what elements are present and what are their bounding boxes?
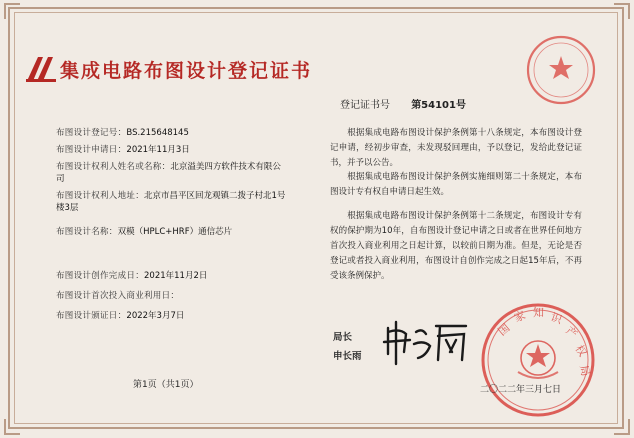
page-number: 第1页（共1页） [133, 380, 199, 390]
svg-text:权: 权 [572, 342, 590, 359]
field-application-date [56, 144, 296, 156]
field-value: 北京溢美四方软件技术有限公司 [56, 162, 281, 184]
director-block [333, 328, 362, 366]
field-owner-name [56, 161, 288, 185]
certificate-number-label: 登记证书号 [340, 100, 390, 111]
field-owner-address [56, 190, 288, 214]
paragraph-text: 根据集成电路布图设计保护条例实施细则第二十条规定，本布图设计专有权自申请日起生效。 [330, 172, 582, 197]
paragraph-registration [330, 126, 582, 171]
paragraph-text: 根据集成电路布图设计保护条例第十二条规定，布图设计专有权的保护期为10年，自布图设计登记申请之日或者在世界任何地方首次投入商业利用之日起计算，以较前日期为准。但是，无论是否登记或者投入商业利用，布图设计自创作完成之日起15年后，不再受该条例保护。 [330, 211, 582, 281]
field-value: 2021年11月2日 [144, 271, 208, 281]
field-key: 布图设计权利人地址： [56, 191, 145, 201]
director-title: 局长 [333, 332, 353, 343]
certificate-title: 集成电路布图设计登记证书 [60, 60, 313, 82]
field-creation-date [56, 270, 296, 282]
director-name: 申长雨 [333, 351, 362, 362]
field-key: 布图设计权利人姓名或名称： [56, 162, 171, 172]
certificate-number [340, 96, 466, 111]
svg-text:知: 知 [533, 306, 544, 319]
design-fields [56, 127, 296, 327]
field-value: BS.215648145 [126, 128, 189, 138]
svg-text:局: 局 [577, 363, 593, 378]
ip-office-logo-icon [24, 53, 58, 85]
field-key: 布图设计申请日： [56, 145, 127, 155]
svg-text:国: 国 [495, 321, 513, 339]
field-commercial-date [56, 290, 296, 302]
paragraph-text: 根据集成电路布图设计保护条例第十八条规定，本布图设计登记申请，经初步审查，未发现驳回理由，予以登记，发给此登记证书，并予以公告。 [330, 128, 582, 168]
field-issue-date [56, 310, 296, 322]
field-value: 2021年11月3日 [126, 145, 190, 155]
field-value: 2022年3月7日 [126, 311, 185, 321]
field-key: 布图设计名称： [56, 227, 118, 237]
paragraph-protection [330, 209, 582, 284]
field-key: 布图设计首次投入商业利用日： [56, 291, 180, 301]
field-key: 布图设计登记号： [56, 128, 127, 138]
field-registration-number [56, 127, 296, 139]
svg-text:产: 产 [563, 324, 580, 342]
certificate-number-value: 第54101号 [411, 100, 466, 111]
corner-ornament [614, 419, 630, 435]
issue-date: 二〇二二年三月七日 [480, 385, 562, 395]
corner-ornament [4, 419, 20, 435]
field-key: 布图设计创作完成日： [56, 271, 145, 281]
svg-text:识: 识 [548, 310, 564, 327]
paragraph-effective [330, 170, 582, 200]
field-value: 北京市昌平区回龙观镇二拨子村北1号楼3层 [56, 191, 286, 213]
corner-ornament [614, 3, 630, 19]
agency-seal-icon [525, 34, 597, 106]
field-value: 双模（HPLC+HRF）通信芯片 [117, 227, 233, 237]
svg-text:家: 家 [512, 308, 528, 325]
corner-ornament [4, 3, 20, 19]
field-design-name [56, 226, 296, 238]
official-seal-icon [478, 300, 598, 420]
field-key: 布图设计颁证日： [56, 311, 127, 321]
director-signature [382, 318, 472, 366]
